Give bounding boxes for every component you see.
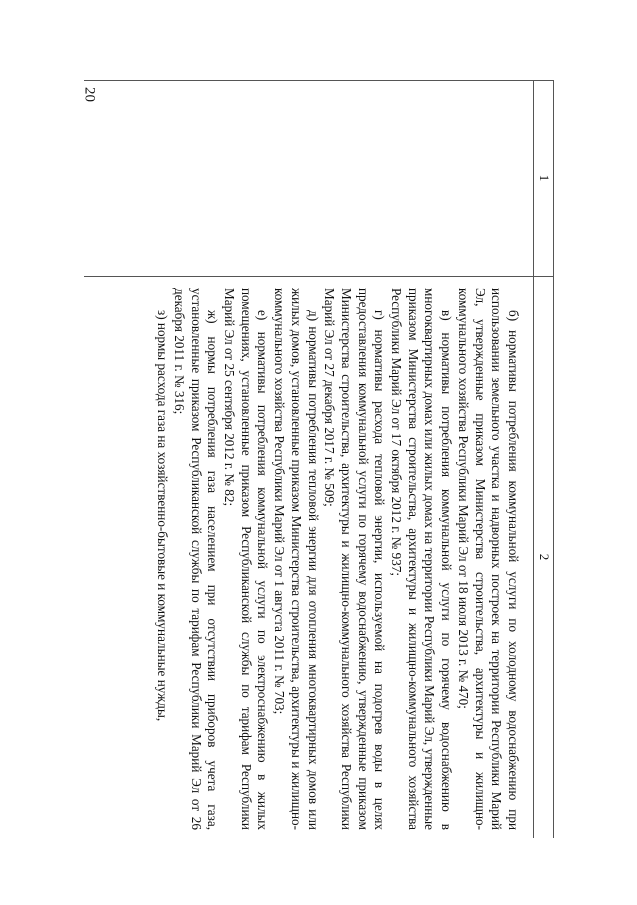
- rotated-page-content: [84, 68, 554, 838]
- paragraph-zh: ж) нормы потребления газа населением при отсутствии приборов учета газа, установленные приказом Республиканской службы по тарифам Республики Марий Эл от 26 декабря 2011 г. № 316;: [171, 287, 220, 830]
- paragraph-z: з) нормы расхода газа на хозяйственно-бытовые и коммунальные нужды,: [154, 309, 170, 721]
- column-2-content: [153, 288, 520, 830]
- table-header-border: [533, 80, 534, 838]
- table-column-divider: [84, 276, 554, 277]
- column-2-header: 2: [536, 553, 552, 560]
- column-1-header: 1: [536, 174, 552, 181]
- paragraph-v: в) нормативы потребления коммунальной услуги по горячему водоснабжению в многоквартирных домах или жилых домах на территории Республики Марий Эл, утвержденные приказом Министерства строительства, архитектуры и жилищно-коммунального хозяйства Республики Марий Эл от 17 октября 2012 г. № 937;: [388, 287, 454, 830]
- table-top-border: [553, 80, 554, 838]
- paragraph-b: б) нормативы потребления коммунальной услуги по холодному водоснабжению при использовании земельного участка и надворных построек на территории Республики Марий Эл, утвержденные приказом Министерства строительства, архитектуры и жилищно-коммунального хозяйства Республики Марий Эл от 18 июля 2013 г. № 470;: [455, 287, 521, 830]
- paragraph-g: г) нормативы расхода тепловой энергии, используемой на подогрев воды в целях предоставления коммунальной услуги по горячему водоснабжению, утвержденные приказом Министерства строительства, архитектуры и жилищно-коммунального хозяйства Республики Марий Эл от 27 декабря 2017 г. № 509;: [321, 287, 387, 830]
- document-table: [84, 68, 554, 838]
- paragraph-e: е) нормативы потребления коммунальной услуги по электроснабжению в жилых помещениях, установленные приказом Республиканской службы по тарифам Республики Марий Эл от 25 сентября 2012 г. № 82;: [221, 287, 270, 830]
- table-left-border: [84, 80, 554, 81]
- page-number: 20: [81, 87, 98, 102]
- paragraph-d: д) нормативы потребления тепловой энергии для отопления многоквартирных домов или жилых домов, установленные приказом Министерства строительства, архитектуры и жилищно-коммунального хозяйства Республики Марий Эл от 1 августа 2011 г. № 703;: [271, 287, 321, 830]
